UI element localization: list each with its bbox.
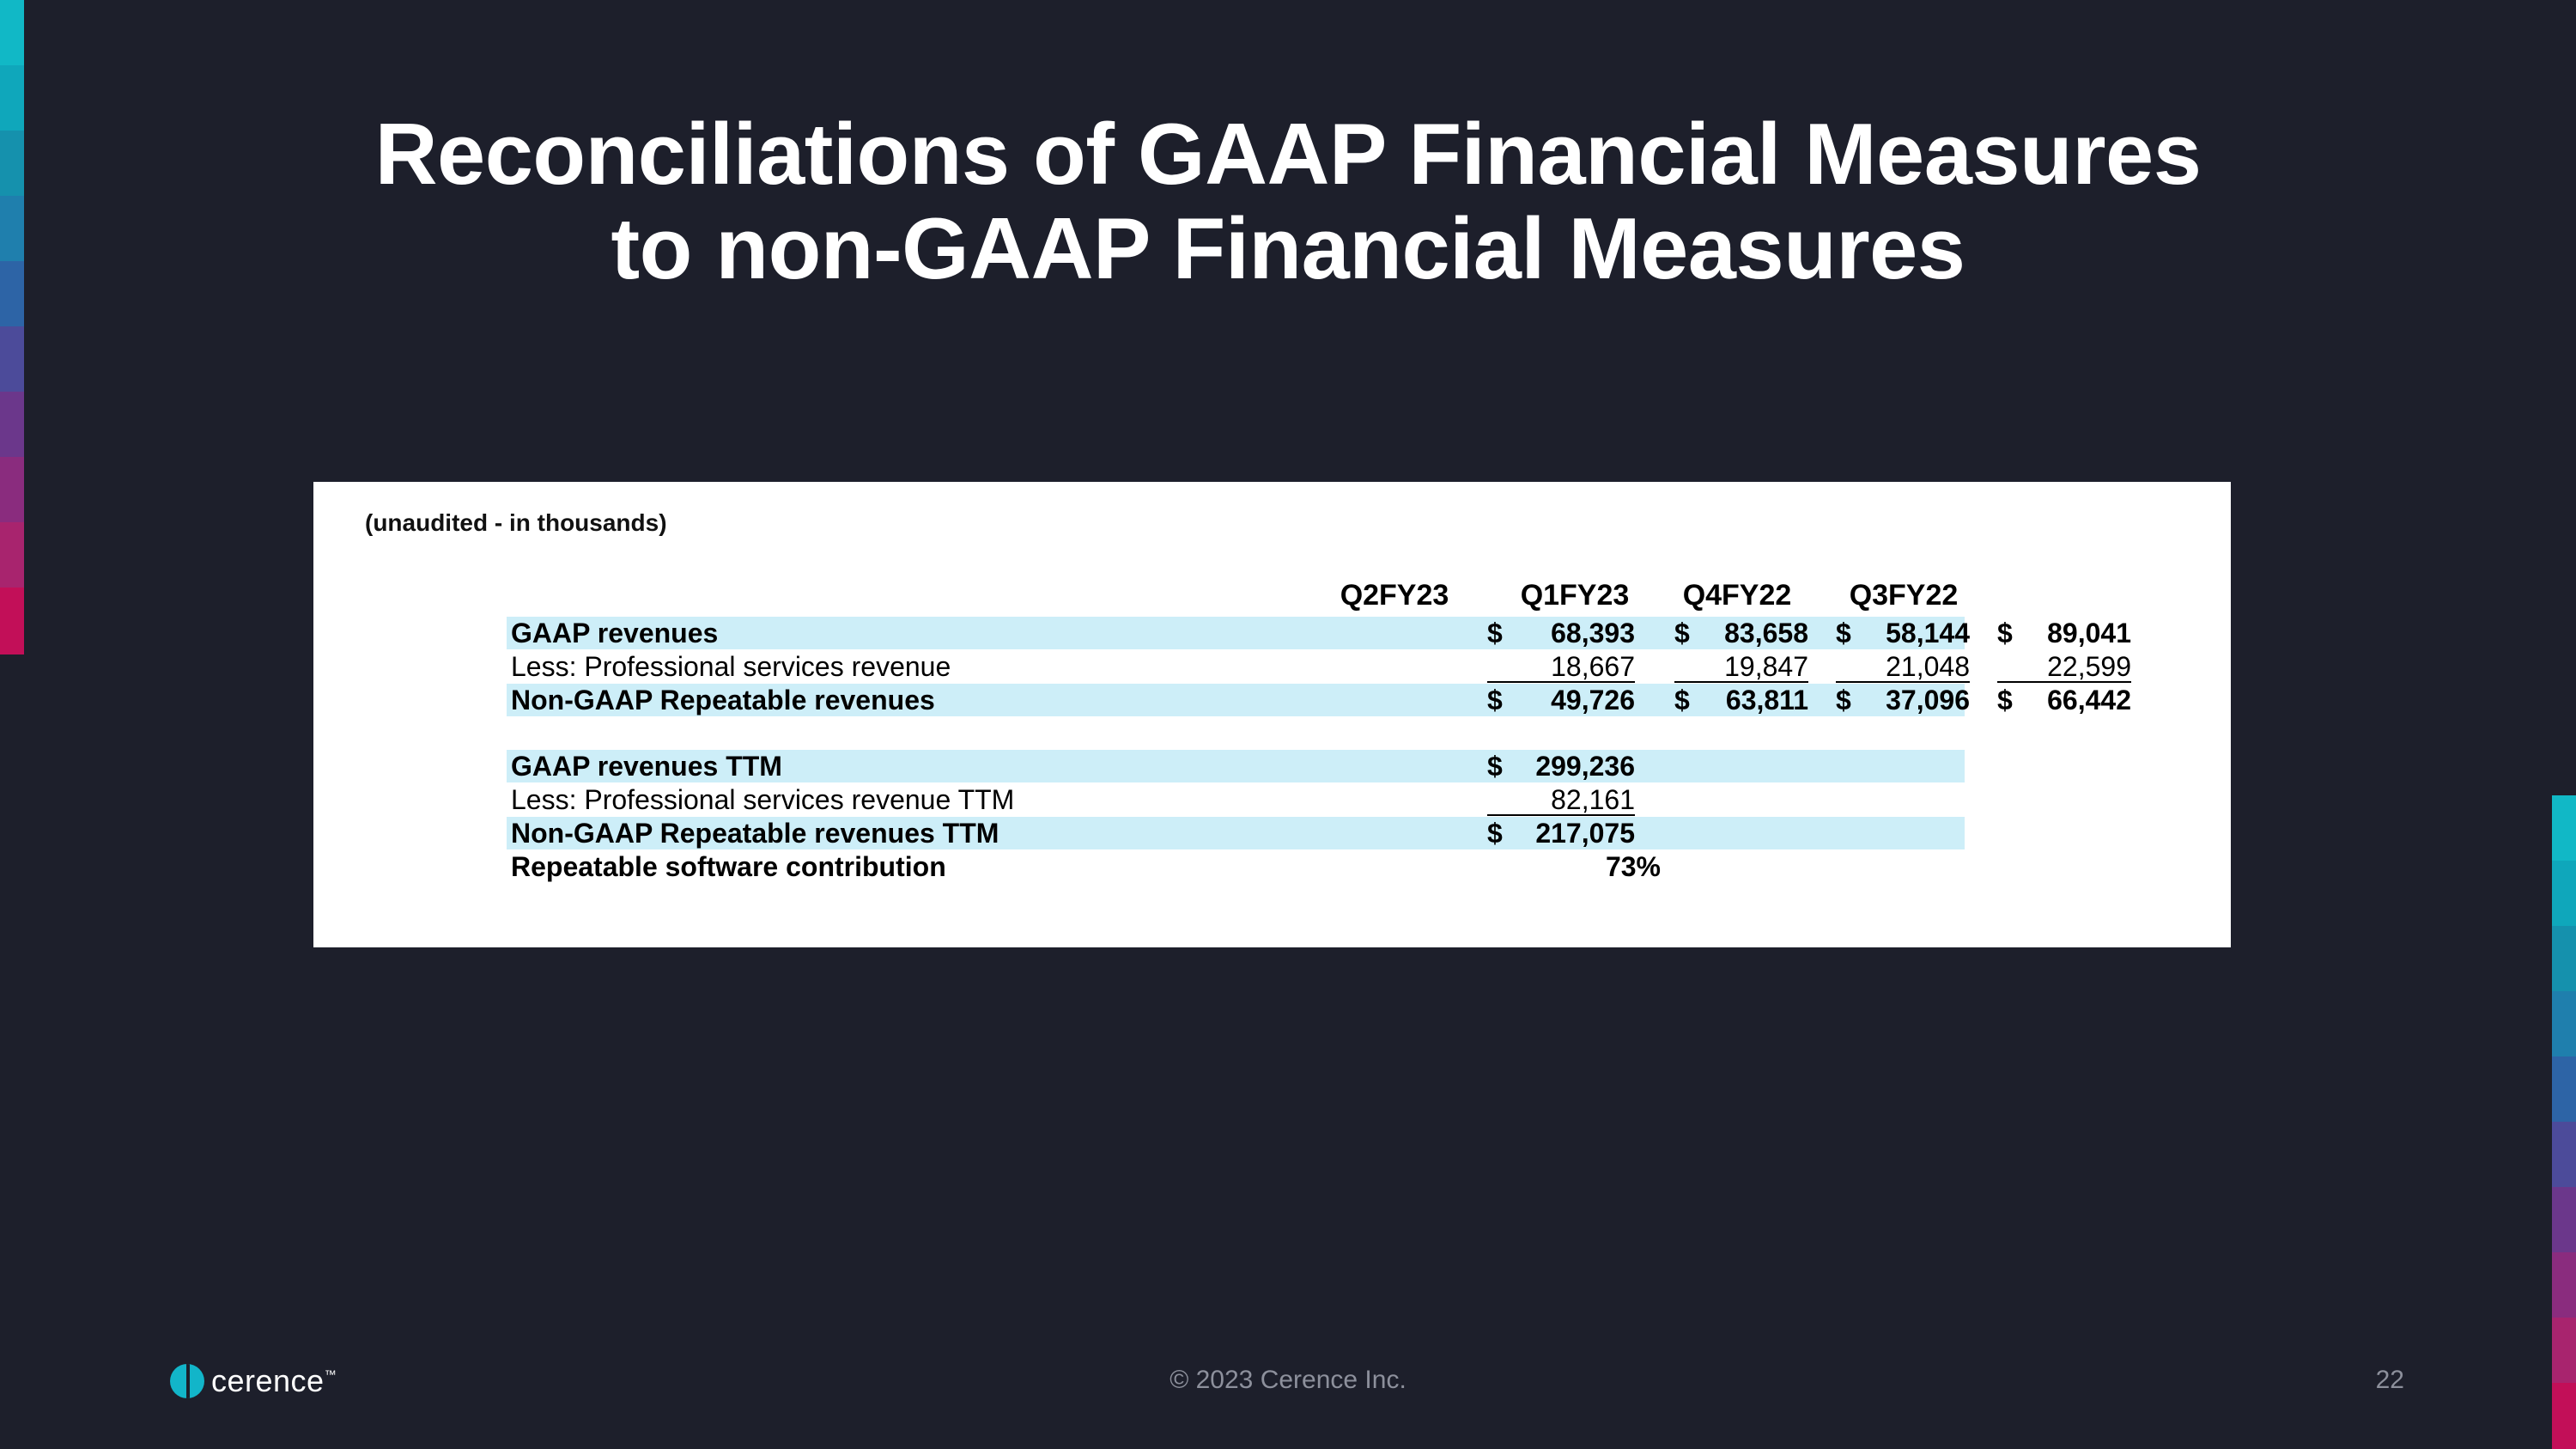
copyright-notice: © 2023 Cerence Inc. [1170,1366,1406,1394]
table-row-repeatable-contribution [507,850,1965,883]
currency-symbol: $ [1487,618,1503,648]
currency-symbol: $ [1487,751,1503,782]
value-q1fy23: 83,658 [1724,618,1808,648]
table-row-gaap-revenues-ttm [507,750,1965,782]
table-row-non-gaap-repeatable-ttm [507,817,1965,849]
column-header-q1fy23: Q1FY23 [1520,579,1630,612]
currency-symbol: $ [1487,818,1503,849]
row-label: GAAP revenues [511,618,719,648]
currency-symbol: $ [1836,685,1851,715]
currency-symbol: $ [1836,618,1851,648]
currency-symbol: $ [1997,618,2013,648]
table-row-gaap-revenues [507,617,2131,649]
table-row-professional-services [507,650,2131,683]
reconciliation-table-panel [313,482,2231,947]
value-q1fy23: 19,847 [1674,650,1808,683]
currency-symbol: $ [1487,685,1503,715]
left-color-strip [0,0,24,654]
value-q3fy22: 66,442 [2047,685,2131,715]
row-label: Repeatable software contribution [511,851,946,882]
currency-symbol: $ [1997,685,2013,715]
cerence-logo-text: cerence [211,1363,325,1398]
value-ttm: 299,236 [1535,751,1635,782]
row-label: Less: Professional services revenue TTM [511,784,1015,815]
table-subtitle: (unaudited - in thousands) [365,509,667,536]
slide-title-line-1: Reconciliations of GAAP Financial Measures [374,107,2202,203]
column-header-q2fy23: Q2FY23 [1340,579,1449,612]
row-label: GAAP revenues TTM [511,751,782,782]
right-color-strip [2552,795,2576,1449]
slide-title-line-2: to non-GAAP Financial Measures [611,201,1965,297]
row-label: Non-GAAP Repeatable revenues TTM [511,818,999,849]
value-ttm: 82,161 [1487,783,1635,816]
value-q3fy22: 22,599 [1997,650,2131,683]
value-q2fy23: 49,726 [1551,685,1635,715]
value-q2fy23: 18,667 [1487,650,1635,683]
value-q1fy23: 63,811 [1725,685,1808,715]
value-q4fy22: 21,048 [1836,650,1970,683]
row-label: Less: Professional services revenue [511,651,951,682]
value-q3fy22: 89,041 [2047,618,2131,648]
trademark-icon: ™ [324,1367,337,1381]
slide-title [0,107,2576,296]
value-q4fy22: 37,096 [1886,685,1970,715]
column-header-q3fy22: Q3FY22 [1849,579,1959,612]
value-ttm: 217,075 [1535,818,1635,849]
value-contribution: 73% [1605,851,1661,882]
value-q4fy22: 58,144 [1886,618,1970,648]
currency-symbol: $ [1674,618,1690,648]
row-label: Non-GAAP Repeatable revenues [511,685,935,715]
table-row-professional-services-ttm [507,783,1965,816]
column-header-q4fy22: Q4FY22 [1682,579,1792,612]
page-number: 22 [2375,1366,2404,1394]
value-q2fy23: 68,393 [1551,618,1635,648]
table-row-non-gaap-repeatable [507,684,2131,716]
currency-symbol: $ [1674,685,1690,715]
